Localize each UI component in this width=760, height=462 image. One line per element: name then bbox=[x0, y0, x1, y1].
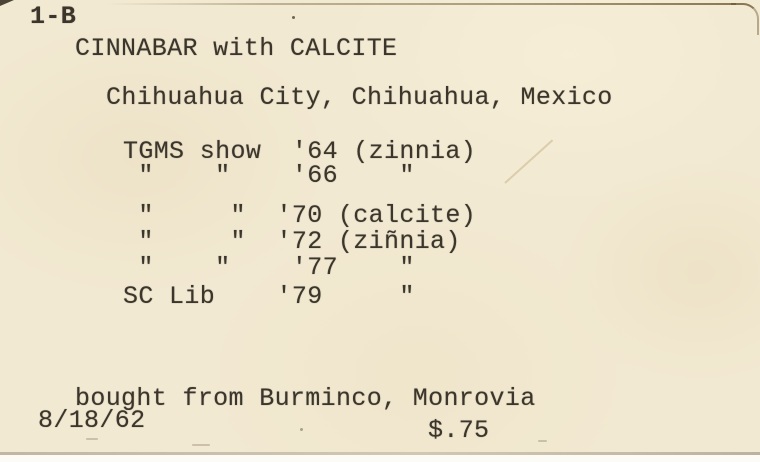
show-history-line: " " '77 " bbox=[123, 253, 415, 282]
paper-smudge bbox=[538, 440, 547, 442]
paper-speck bbox=[300, 428, 303, 431]
purchase-date: 8/18/62 bbox=[38, 406, 146, 435]
paper-crease bbox=[504, 139, 553, 183]
price: $.75 bbox=[428, 416, 490, 445]
show-history-line: " " '66 " bbox=[123, 161, 415, 190]
paper-smudge bbox=[192, 444, 210, 446]
locality-line: Chihuahua City, Chihuahua, Mexico bbox=[106, 83, 613, 112]
card-top-edge bbox=[105, 3, 736, 5]
specimen-title: CINNABAR with CALCITE bbox=[75, 34, 398, 63]
catalog-number: 1-B bbox=[30, 2, 77, 31]
show-history-line: TGMS show '64 (zinnia) bbox=[123, 137, 477, 166]
show-history-line: " " '72 (ziñnia) bbox=[123, 227, 461, 256]
scan-corner-artifact bbox=[0, 0, 14, 6]
card-top-right-corner bbox=[731, 3, 759, 35]
show-history-line: " " '70 (calcite) bbox=[123, 201, 477, 230]
paper-speck bbox=[292, 16, 295, 19]
paper-smudge bbox=[86, 438, 98, 440]
show-history-line: SC Lib '79 " bbox=[123, 282, 415, 311]
provenance-line: bought from Burminco, Monrovia bbox=[75, 384, 536, 413]
scanner-background-strip bbox=[0, 455, 760, 462]
